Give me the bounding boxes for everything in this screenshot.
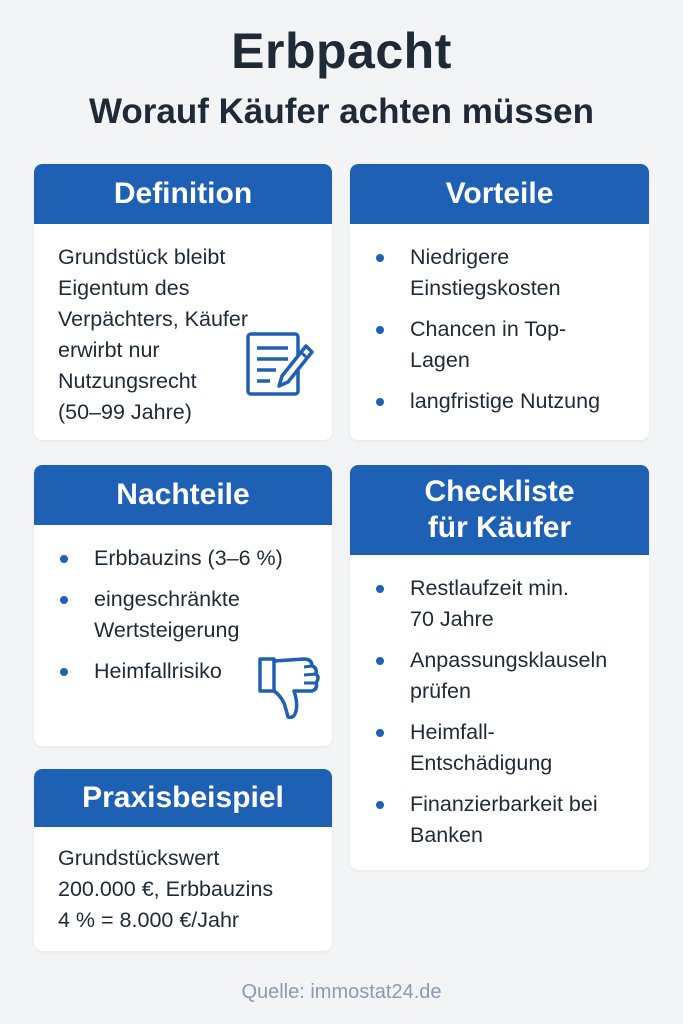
praxis-line: Grundstückswert: [58, 846, 220, 870]
definition-card: [34, 164, 332, 440]
vorteile-heading-text: Vorteile: [445, 177, 554, 210]
praxis-text: [58, 843, 332, 936]
thumbs-down-icon: [256, 653, 320, 723]
list-item-line: langfristige Nutzung: [410, 389, 601, 413]
vorteile-heading: [350, 164, 649, 224]
checkliste-heading-line: für Käufer: [427, 511, 572, 544]
checkliste-body: [350, 555, 649, 851]
list-item-line: Chancen in Top-: [410, 317, 567, 341]
nachteile-body: [34, 525, 332, 687]
nachteile-heading-text: Nachteile: [116, 478, 250, 511]
list-item: [34, 584, 332, 646]
page-subtitle: Worauf Käufer achten müssen: [88, 92, 595, 131]
definition-line: erwirbt nur: [58, 338, 160, 362]
document-edit-icon: [244, 330, 316, 402]
nachteile-card: [34, 465, 332, 746]
list-item-line: Wertsteigerung: [94, 618, 240, 642]
checkliste-list: [350, 573, 649, 851]
list-item: [350, 573, 649, 635]
checkliste-heading: [350, 465, 649, 555]
list-item-line: Finanzierbarkeit bei: [410, 792, 598, 816]
list-item: [350, 717, 649, 779]
nachteile-heading: [34, 465, 332, 525]
page-title: Erbpacht: [231, 23, 452, 79]
praxis-heading: [34, 769, 332, 827]
definition-heading-text: Definition: [113, 177, 253, 210]
list-item-line: Restlaufzeit min.: [410, 576, 569, 600]
list-item: [350, 242, 649, 304]
vorteile-body: [350, 224, 649, 417]
list-item: [350, 314, 649, 376]
praxis-line: 200.000 €, Erbbauzins: [58, 877, 274, 901]
list-item-line: 70 Jahre: [410, 607, 494, 631]
praxis-heading-text: Praxisbeispiel: [82, 781, 284, 814]
list-item-line: Lagen: [410, 348, 470, 372]
list-item-line: Einstiegskosten: [410, 276, 561, 300]
vorteile-card: [350, 164, 649, 440]
definition-line: Grundstück bleibt: [58, 245, 226, 269]
praxis-card: [34, 769, 332, 951]
list-item-line: Heimfall-: [410, 720, 495, 744]
list-item-line: Erbbauzins (3–6 %): [94, 546, 283, 570]
list-item-line: Heimfallrisiko: [94, 659, 222, 683]
definition-line: (50–99 Jahre): [58, 400, 192, 424]
vorteile-list: [350, 242, 649, 417]
definition-line: Eigentum des: [58, 276, 190, 300]
list-item: [350, 645, 649, 707]
checkliste-heading-line: Checkliste: [424, 475, 575, 508]
list-item-line: Anpassungsklauseln: [410, 648, 608, 672]
list-item: [350, 386, 649, 417]
definition-heading: [34, 164, 332, 224]
list-item-line: Banken: [410, 823, 483, 847]
checkliste-card: [350, 465, 649, 870]
list-item: [34, 543, 332, 574]
list-item: [350, 789, 649, 851]
list-item-line: eingeschränkte: [94, 587, 240, 611]
definition-line: Verpächters, Käufer: [58, 307, 249, 331]
list-item-line: prüfen: [410, 679, 471, 703]
praxis-line: 4 % = 8.000 €/Jahr: [58, 908, 240, 932]
definition-line: Nutzungsrecht: [58, 369, 197, 393]
praxis-body: [34, 827, 332, 936]
source-credit: Quelle: immostat24.de: [241, 981, 442, 1003]
list-item-line: Entschädigung: [410, 751, 553, 775]
definition-body: [34, 224, 332, 428]
list-item-line: Niedrigere: [410, 245, 510, 269]
